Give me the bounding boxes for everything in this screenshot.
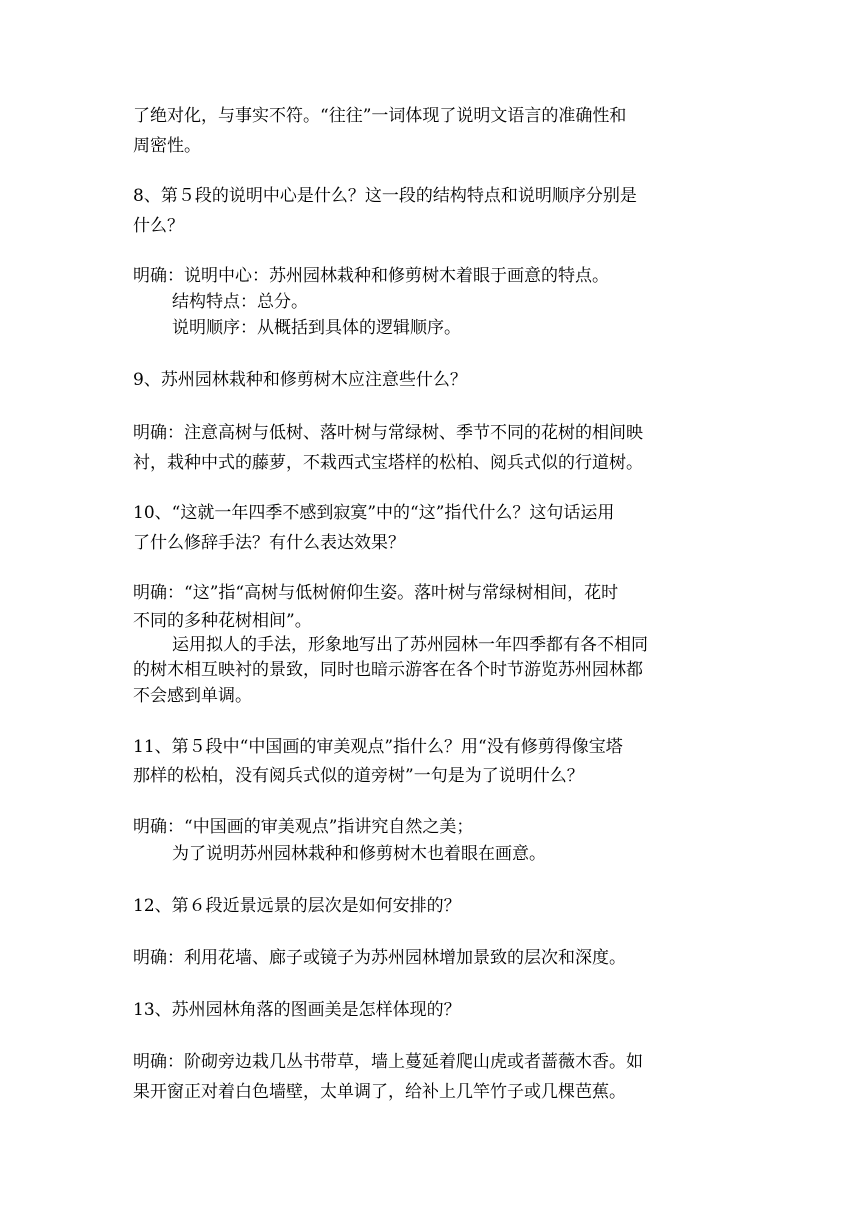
text-line: 那样的松柏，没有阅兵式似的道旁树”一句是为了说明什么？	[133, 766, 584, 786]
text-line: 果开窗正对着白色墙壁，太单调了，给补上几竿竹子或几棵芭蕉。	[133, 1082, 626, 1102]
text-line: 衬，栽种中式的藤萝，不栽西式宝塔样的松柏、阅兵式似的行道树。	[133, 453, 643, 473]
text-line: 说明顺序：从概括到具体的逻辑顺序。	[172, 318, 461, 338]
question-12: 12、第６段近景远景的层次是如何安排的？	[133, 896, 461, 916]
answer-8: 明确：说明中心：苏州园林栽种和修剪树木着眼于画意的特点。	[133, 266, 609, 286]
text-line: 了绝对化，与事实不符。“往往”一词体现了说明文语言的准确性和	[133, 106, 627, 126]
text-line: 的树木相互映衬的景致，同时也暗示游客在各个时节游览苏州园林都	[133, 660, 643, 680]
text-line: 周密性。	[133, 136, 201, 156]
question-11: 11、第５段中“中国画的审美观点”指什么？用“没有修剪得像宝塔	[133, 737, 623, 757]
text-line: 结构特点：总分。	[172, 292, 308, 312]
answer-12: 明确：利用花墙、廊子或镜子为苏州园林增加景致的层次和深度。	[133, 948, 626, 968]
answer-13: 明确：阶砌旁边栽几丛书带草，墙上蔓延着爬山虎或者蔷薇木香。如	[133, 1052, 643, 1072]
text-line: 为了说明苏州园林栽种和修剪树木也着眼在画意。	[172, 844, 546, 864]
text-line: 不会感到单调。	[133, 686, 252, 706]
text-line: 什么？	[133, 216, 184, 236]
answer-11: 明确：“中国画的审美观点”指讲究自然之美；	[133, 817, 474, 837]
question-10: 10、“这就一年四季不感到寂寞”中的“这”指代什么？这句话运用	[133, 503, 615, 523]
text-line: 了什么修辞手法？有什么表达效果？	[133, 533, 405, 553]
question-8: 8、第５段的说明中心是什么？这一段的结构特点和说明顺序分别是	[133, 186, 637, 206]
answer-10: 明确：“这”指“高树与低树俯仰生姿。落叶树与常绿树相间，花时	[133, 583, 619, 603]
text-line: 不同的多种花树相间”。	[133, 611, 312, 631]
question-13: 13、苏州园林角落的图画美是怎样体现的？	[133, 1000, 461, 1020]
text-line: 运用拟人的手法，形象地写出了苏州园林一年四季都有各不相同	[172, 635, 648, 655]
question-9: 9、苏州园林栽种和修剪树木应注意些什么？	[133, 370, 467, 390]
answer-9: 明确：注意高树与低树、落叶树与常绿树、季节不同的花树的相间映	[133, 423, 643, 443]
